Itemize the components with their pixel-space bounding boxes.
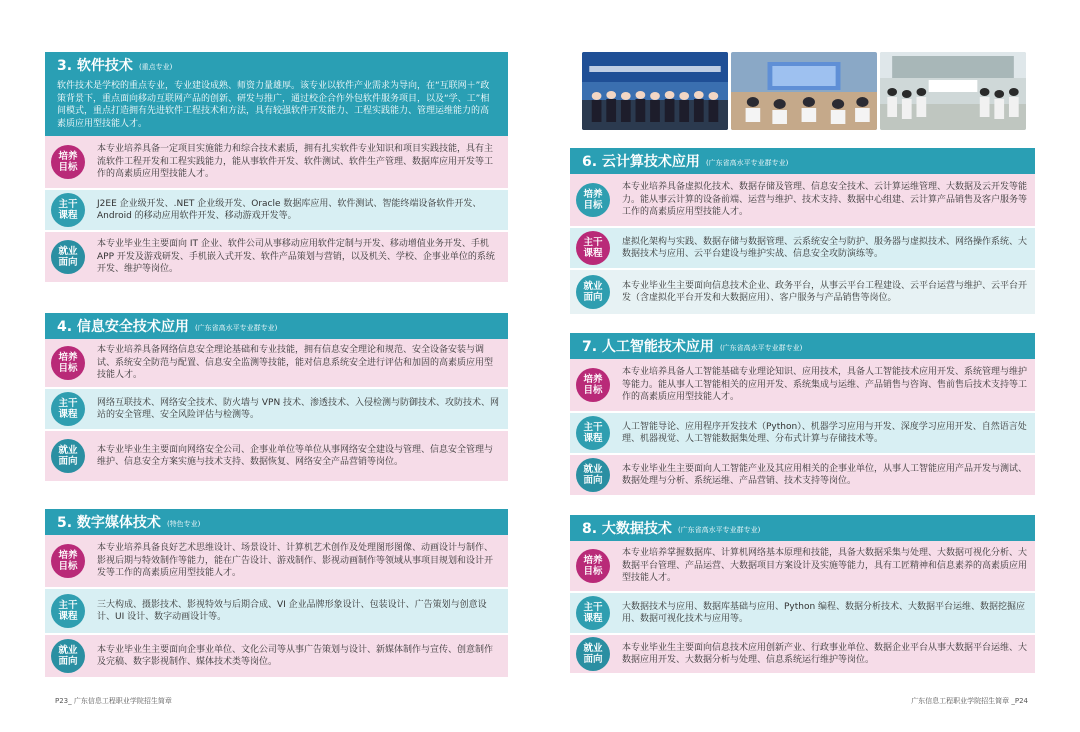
row-core-courses	[570, 228, 1035, 270]
section-software-tech	[45, 52, 508, 284]
badge-employment: 就业面向	[51, 240, 85, 274]
row-text: 本专业毕业生主要面向 IT 企业、软件公司从事移动应用软件定制与开发、移动增值业务开发、手机 APP 开发及游戏研发、手机嵌入式开发、软件产品策划与营销，以及机关、学校、企事业单位的系统开发、维护等岗位。	[97, 239, 495, 275]
section-header	[570, 333, 1035, 359]
badge-employment: 就业面向	[576, 637, 610, 671]
section-header	[570, 515, 1035, 541]
row-text: 本专业毕业生主要面向信息技术企业、政务平台，从事云平台工程建设、云平台运营与维护、云平台开发（含虚拟化平台开发和大数据应用）、客户服务与产品销售等岗位。	[622, 280, 1028, 303]
row-text: 本专业培养具备良好艺术思维设计、场景设计、计算机艺术创作及处理图形图像、动画设计与制作、影视后期与特效制作等能力，能在广告设计、游戏制作、影视动画制作等领域从事项目规划和设计开发等工作的高素质应用型技能人才。	[97, 543, 494, 579]
badge-training-goal: 培养目标	[51, 145, 85, 179]
row-training-goal	[570, 541, 1035, 593]
row-core-courses	[570, 593, 1035, 635]
section-title: 5. 数字媒体技术	[57, 515, 161, 531]
section-header	[45, 509, 508, 535]
badge-employment: 就业面向	[576, 275, 610, 309]
section-title: 4. 信息安全技术应用	[57, 319, 189, 335]
badge-core-courses: 主干课程	[576, 416, 610, 450]
row-text: 本专业毕业生主要面向企事业单位、文化公司等从事广告策划与设计、新媒体制作与宣传、创意制作及完稿、数字影视制作、媒体技术类等岗位。	[97, 644, 494, 667]
row-text: 本专业培养具备虚拟化技术、数据存储及管理、信息安全技术、云计算运维管理、大数据及云开发等能力。能从事云计算的设备前端、运营与维护、技术支持、数据中心组建、云计算产品销售及客户服务等工作的高素质应用型技能人才。	[622, 182, 1028, 218]
section-tag: (广东省高水平专业群专业)	[677, 525, 761, 534]
badge-training-goal: 培养目标	[51, 544, 85, 578]
row-employment	[570, 635, 1035, 675]
photo-award-ceremony	[582, 52, 728, 130]
badge-core-courses: 主干课程	[51, 392, 85, 426]
section-digital-media	[45, 509, 508, 679]
badge-core-courses: 主干课程	[51, 594, 85, 628]
badge-training-goal: 培养目标	[51, 346, 85, 380]
row-text: 虚拟化架构与实践、数据存储与数据管理、云系统安全与防护、服务器与虚拟技术、网络操作系统、大数据技术与应用、云平台建设与维护实战、信息安全攻防演练等。	[622, 236, 1028, 259]
row-text: J2EE 企业级开发、.NET 企业级开发、Oracle 数据库应用、软件测试、智能终端设备软件开发、Android 的移动应用软件开发、移动游戏开发等。	[97, 198, 482, 221]
photo-group-outdoor	[880, 52, 1026, 130]
section-header	[570, 148, 1035, 174]
row-text: 三大构成、摄影技术、影视特效与后期合成、VI 企业品牌形象设计、包装设计、广告策划与创意设计、UI 设计、数字动画设计等。	[97, 599, 487, 622]
row-text: 本专业培养具备人工智能基础专业理论知识、应用技术，具备人工智能技术应用开发、系统管理与维护等能力。能从事人工智能相关的应用开发、系统集成与运维、产品销售与咨询、售前售后技术支持等工作的高素质应用型技能人才。	[622, 367, 1028, 403]
section-info-security	[45, 313, 508, 483]
row-core-courses	[45, 389, 508, 431]
badge-employment: 就业面向	[51, 639, 85, 673]
page-footer-right: 广东信息工程职业学院招生简章 _P24	[911, 697, 1028, 705]
row-training-goal	[45, 339, 508, 389]
section-tag: (广东省高水平专业群专业)	[719, 343, 803, 352]
badge-core-courses: 主干课程	[51, 193, 85, 227]
section-title: 7. 人工智能技术应用	[582, 339, 714, 355]
row-core-courses	[45, 589, 508, 635]
badge-employment: 就业面向	[51, 439, 85, 473]
photo-strip	[582, 52, 1026, 130]
row-text: 本专业毕业生主要面向网络安全公司、企事业单位等单位从事网络安全建设与管理、信息安全管理与维护、信息安全方案实施与技术支持、数据恢复、网络安全产品营销等岗位。	[97, 444, 494, 467]
badge-training-goal: 培养目标	[576, 183, 610, 217]
row-employment	[570, 455, 1035, 497]
row-training-goal	[570, 359, 1035, 413]
row-training-goal	[45, 136, 508, 190]
photo-classroom	[731, 52, 877, 130]
row-text: 网络互联技术、网络安全技术、防火墙与 VPN 技术、渗透技术、入侵检测与防御技术、攻防技术、网站的安全管理、安全风险评估与检测等。	[97, 397, 500, 420]
row-core-courses	[570, 413, 1035, 455]
row-text: 本专业培养具备一定项目实施能力和综合技术素质，拥有扎实软件专业知识和项目实践技能，具有主流软件工程开发和工程实践能力，能从事软件开发、软件测试、软件生产管理、数据库应用开发等工作的高素质应用型技能人才。	[97, 144, 494, 180]
row-employment	[45, 635, 508, 679]
section-title: 3. 软件技术	[57, 58, 133, 74]
row-text: 本专业毕业生主要面向人工智能产业及其应用相关的企事业单位，从事人工智能应用产品开发与测试、数据处理与分析、系统运维、产品营销、技术支持等岗位。	[622, 463, 1028, 486]
badge-core-courses: 主干课程	[576, 231, 610, 265]
row-core-courses	[45, 190, 508, 232]
right-page	[540, 0, 1080, 732]
row-text: 本专业培养掌握数据库、计算机网络基本原理和技能，具备大数据采集与处理、大数据可视化分析、大数据平台管理、产品运营、大数据项目方案设计及实施等能力，具有工匠精神和信息素养的高素质应用型技能人才。	[622, 548, 1028, 584]
badge-training-goal: 培养目标	[576, 368, 610, 402]
row-training-goal	[45, 535, 508, 589]
page-footer-left: P23_ 广东信息工程职业学院招生简章	[55, 697, 172, 705]
section-header	[45, 313, 508, 339]
row-training-goal	[570, 174, 1035, 228]
row-employment	[570, 270, 1035, 316]
row-employment	[45, 232, 508, 284]
row-text: 本专业毕业生主要面向信息技术应用创新产业、行政事业单位、数据企业平台从事大数据平台运维、大数据应用开发、大数据分析与处理、信息系统运行维护等岗位。	[622, 642, 1028, 665]
badge-training-goal: 培养目标	[576, 549, 610, 583]
section-big-data	[570, 515, 1035, 675]
row-text: 大数据技术与应用、数据库基础与应用、Python 编程、数据分析技术、大数据平台运维、数据挖掘应用、数据可视化技术与应用等。	[622, 601, 1026, 624]
row-text: 人工智能导论、应用程序开发技术（Python）、机器学习应用与开发、深度学习应用开发、自然语言处理、机器视觉、人工智能数据集处理、分布式计算与存储技术等。	[622, 421, 1027, 444]
section-intro: 软件技术是学校的重点专业，专业建设成熟、师资力量雄厚。该专业以软件产业需求为导向，在“互联网＋”政策背景下，重点面向移动互联网产品的创新、研发与推广，通过校企合作外包软件服务项目，以及“学、工”相间模式，重点打造拥有先进软件工程技术和方法，具有较强软件开发能力、工程实践能力、管理运维能力的高素质应用型技能人才。	[45, 78, 508, 136]
row-employment	[45, 431, 508, 483]
section-tag: (特色专业)	[166, 519, 201, 528]
section-title: 8. 大数据技术	[582, 521, 672, 537]
section-cloud-computing	[570, 148, 1035, 316]
badge-core-courses: 主干课程	[576, 596, 610, 630]
row-text: 本专业培养具备网络信息安全理论基础和专业技能，拥有信息安全理论和规范、安全设备安装与调试、系统安全防范与配置、信息安全监测等技能，能对信息系统安全进行评估和加固的高素质应用型技能人才。	[97, 345, 494, 381]
section-tag: (广东省高水平专业群专业)	[194, 323, 278, 332]
section-ai	[570, 333, 1035, 497]
section-header	[45, 52, 508, 78]
section-tag: (广东省高水平专业群专业)	[705, 158, 789, 167]
badge-employment: 就业面向	[576, 458, 610, 492]
section-title: 6. 云计算技术应用	[582, 154, 700, 170]
section-tag: (重点专业)	[138, 62, 173, 71]
